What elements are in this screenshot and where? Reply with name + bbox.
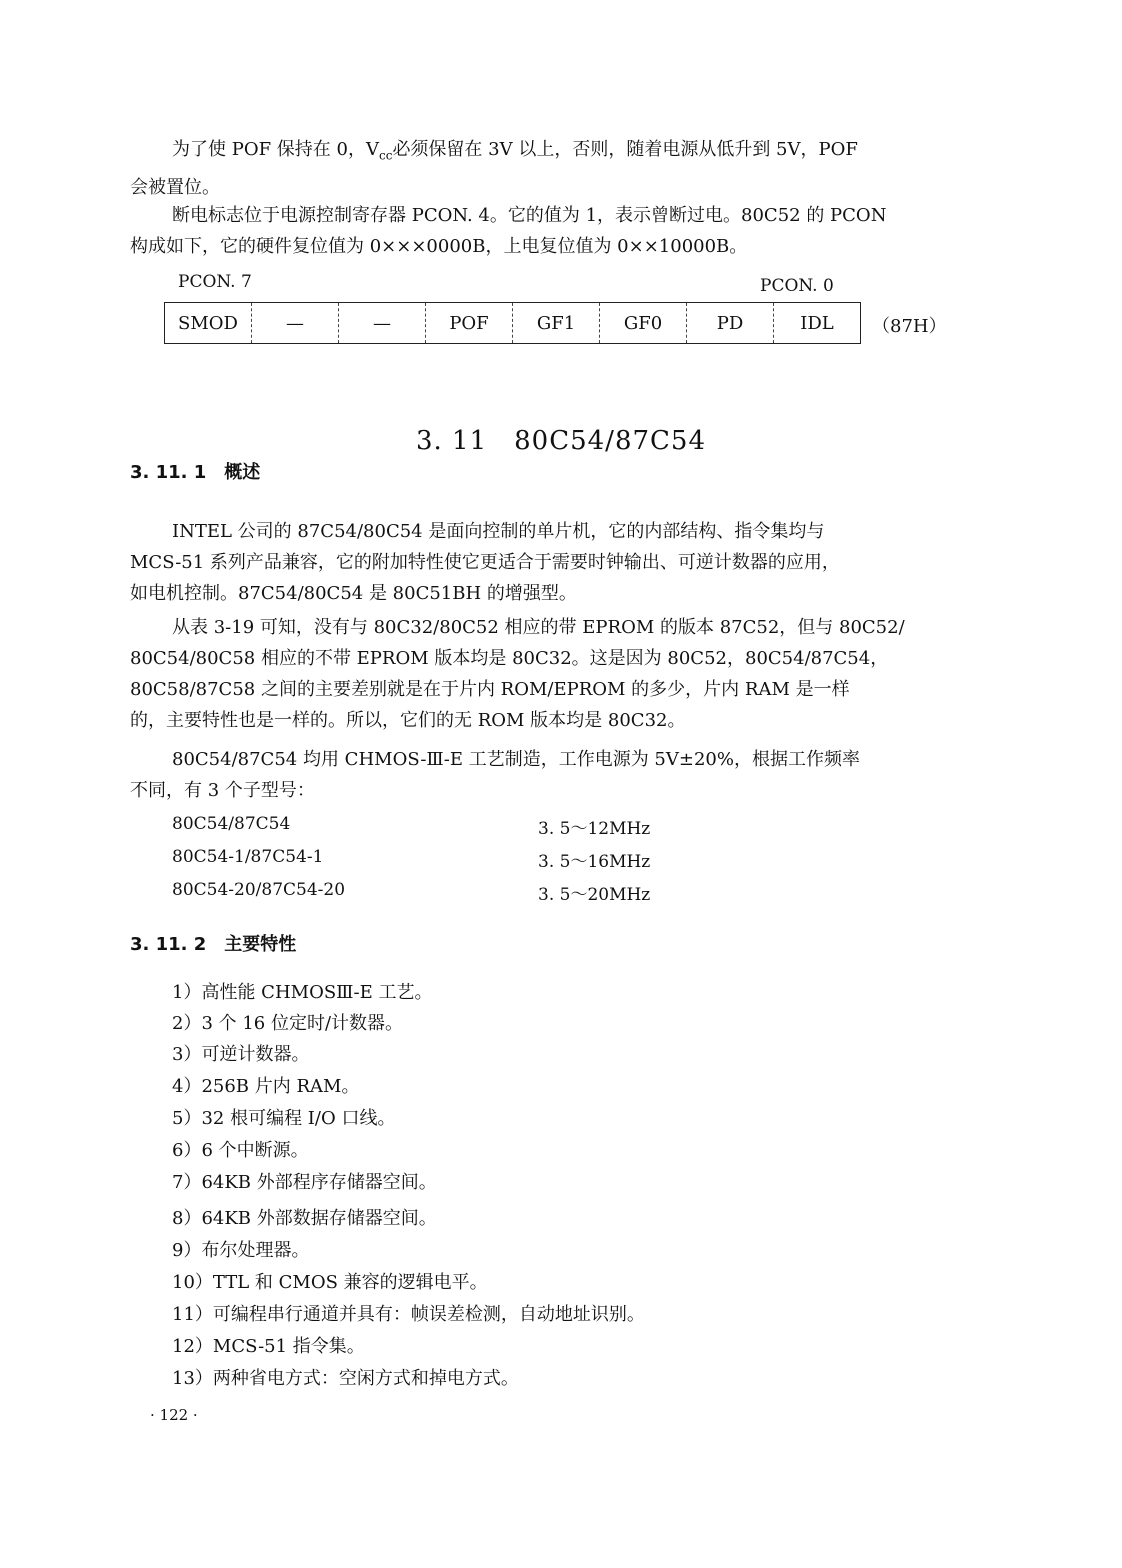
feature-item: 11）可编程串行通道并具有：帧误差检测，自动地址识别。	[172, 1304, 645, 1325]
register-bit-0: IDL	[774, 303, 861, 344]
feature-item: 8）64KB 外部数据存储器空间。	[172, 1208, 437, 1229]
intro-line-2: 会被置位。	[130, 176, 220, 198]
register-label-left: PCON. 7	[178, 272, 252, 292]
intro-paragraph	[130, 134, 958, 203]
model-row	[172, 814, 651, 839]
model-row	[172, 880, 651, 905]
register-bit-1: PD	[687, 303, 774, 344]
section-title: 3. 11 80C54/87C54	[415, 426, 707, 456]
model-row	[172, 847, 651, 872]
feature-item: 12）MCS-51 指令集。	[172, 1336, 365, 1357]
pcon-line-1: 断电标志位于电源控制寄存器 PCON. 4。它的值为 1，表示曾断过电。80C52 的 PCON	[172, 205, 887, 226]
overview-p1-line-2: MCS-51 系列产品兼容，它的附加特性使它更适合于需要时钟输出、可逆计数器的应用，	[130, 552, 840, 573]
pcon-paragraph	[130, 200, 958, 262]
register-bit-4: POF	[426, 303, 513, 344]
pcon-line-2: 构成如下，它的硬件复位值为 0×××0000B，上电复位值为 0××10000B。	[130, 236, 748, 257]
pcon-register-table	[164, 302, 861, 344]
register-label-right: PCON. 0	[760, 276, 834, 296]
overview-p2-line-2: 80C54/80C58 相应的不带 EPROM 版本均是 80C32。这是因为 80C52，80C54/87C54，	[130, 648, 889, 669]
overview-p3-line-2: 不同，有 3 个子型号：	[130, 780, 315, 801]
overview-paragraph-1	[130, 516, 958, 609]
register-address: （87H）	[872, 316, 947, 337]
register-bit-5: —	[339, 303, 426, 344]
feature-item: 13）两种省电方式：空闲方式和掉电方式。	[172, 1368, 519, 1389]
overview-p2-line-4: 的，主要特性也是一样的。所以，它们的无 ROM 版本均是 80C32。	[130, 710, 686, 731]
feature-item: 9）布尔处理器。	[172, 1240, 310, 1261]
register-bit-7: SMOD	[165, 303, 252, 344]
overview-p3-line-1: 80C54/87C54 均用 CHMOS-Ⅲ-E 工艺制造，工作电源为 5V±20%，根据工作频率	[172, 749, 860, 770]
overview-paragraph-2	[130, 612, 958, 736]
model-frequency: 3. 5～16MHz	[538, 852, 651, 872]
model-name: 80C54/87C54	[172, 814, 291, 834]
feature-item: 1）高性能 CHMOSⅢ-E 工艺。	[172, 982, 433, 1003]
overview-p2-line-1: 从表 3-19 可知，没有与 80C32/80C52 相应的带 EPROM 的版本 87C52，但与 80C52/	[172, 617, 905, 638]
intro-line-1: 为了使 POF 保持在 0，$V_{cc}$必须保留在 3V 以上，否则，随着电源从低升到 5V，POF	[172, 139, 858, 163]
feature-item: 2）3 个 16 位定时/计数器。	[172, 1013, 404, 1034]
register-bit-3: GF1	[513, 303, 600, 344]
register-bit-6: —	[252, 303, 339, 344]
overview-p1-line-1: INTEL 公司的 87C54/80C54 是面向控制的单片机，它的内部结构、指令集均与	[172, 521, 825, 542]
overview-p2-line-3: 80C58/87C58 之间的主要差别就是在于片内 ROM/EPROM 的多少，片内 RAM 是一样	[130, 679, 850, 700]
overview-p1-line-3: 如电机控制。87C54/80C54 是 80C51BH 的增强型。	[130, 583, 577, 604]
model-frequency: 3. 5～20MHz	[538, 885, 651, 905]
feature-item: 5）32 根可编程 I/O 口线。	[172, 1108, 396, 1129]
model-name: 80C54-1/87C54-1	[172, 847, 324, 867]
feature-item: 10）TTL 和 CMOS 兼容的逻辑电平。	[172, 1272, 488, 1293]
feature-item: 4）256B 片内 RAM。	[172, 1076, 360, 1097]
model-name: 80C54-20/87C54-20	[172, 880, 346, 900]
overview-heading: 3. 11. 1 概述	[130, 462, 261, 483]
register-bit-2: GF0	[600, 303, 687, 344]
vcc-subscript: cc	[378, 148, 393, 163]
features-heading: 3. 11. 2 主要特性	[130, 934, 297, 955]
page-number: · 122 ·	[150, 1406, 198, 1424]
feature-item: 3）可逆计数器。	[172, 1044, 310, 1065]
feature-item: 6）6 个中断源。	[172, 1140, 309, 1161]
feature-item: 7）64KB 外部程序存储器空间。	[172, 1172, 437, 1193]
model-frequency: 3. 5～12MHz	[538, 819, 651, 839]
overview-paragraph-3	[130, 744, 958, 806]
